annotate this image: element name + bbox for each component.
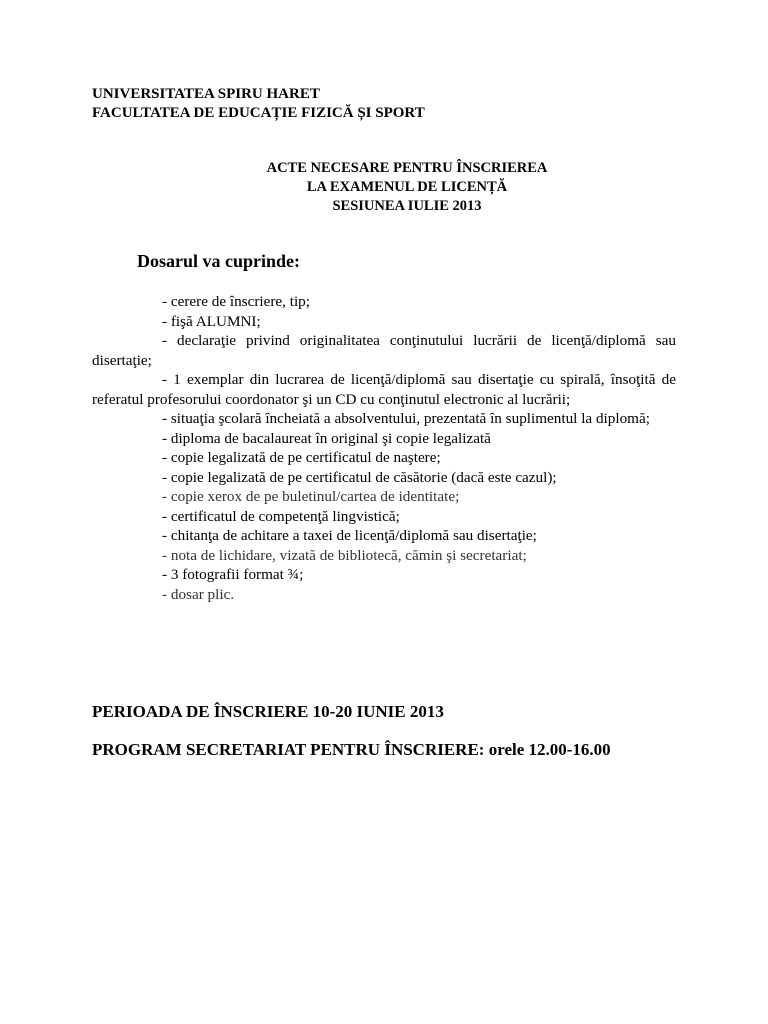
university-name: UNIVERSITATEA SPIRU HARET <box>92 86 320 102</box>
secretariat-program: PROGRAM SECRETARIAT PENTRU ÎNSCRIERE: orele 12.00-16.00 <box>92 740 611 759</box>
list-item: - nota de lichidare, vizată de bibliotecă, cămin şi secretariat; <box>162 546 527 564</box>
section-intro: Dosarul va cuprinde: <box>137 251 301 271</box>
title-line-3: SESIUNEA IULIE 2013 <box>332 198 482 214</box>
list-item: - diploma de bacalaureat în original şi copie legalizată <box>162 429 491 447</box>
faculty-name: FACULTATEA DE EDUCAȚIE FIZICĂ ȘI SPORT <box>92 105 425 121</box>
registration-period: PERIOADA DE ÎNSCRIERE 10-20 IUNIE 2013 <box>92 702 444 721</box>
list-item: - fişă ALUMNI; <box>162 312 261 330</box>
list-item: - chitanţa de achitare a taxei de licenţă/diplomă sau disertaţie; <box>162 527 537 544</box>
institution-header <box>92 85 425 123</box>
title-line-2: LA EXAMENUL DE LICENȚĂ <box>306 179 508 195</box>
list-item: - 1 exemplar din lucrarea de licenţă/diplomă sau disertaţie cu spirală, însoţită de referatul profesorului coordonator şi un CD cu conţinutul electronic al lucrării; <box>92 371 676 408</box>
list-item: - declaraţie privind originalitatea conţinutului lucrării de licenţă/diplomă sau disertaţie; <box>92 332 676 369</box>
list-item: - certificatul de competenţă lingvistică; <box>162 507 400 525</box>
list-item: - situaţia şcolară încheiată a absolventului, prezentată în suplimentul la diplomă; <box>162 410 650 427</box>
list-item: - dosar plic. <box>162 585 235 603</box>
list-item: - cerere de înscriere, tip; <box>162 293 310 310</box>
title-line-1: ACTE NECESARE PENTRU ÎNSCRIEREA <box>266 160 548 176</box>
document-title <box>92 159 722 216</box>
list-item: - copie legalizată de pe certificatul de naştere; <box>162 449 441 466</box>
list-item: - copie legalizată de pe certificatul de căsătorie (dacă este cazul); <box>162 468 557 486</box>
requirements-list <box>92 292 676 604</box>
list-item: - copie xerox de pe buletinul/cartea de identitate; <box>162 488 460 505</box>
list-item: - 3 fotografii format ¾; <box>162 566 304 583</box>
